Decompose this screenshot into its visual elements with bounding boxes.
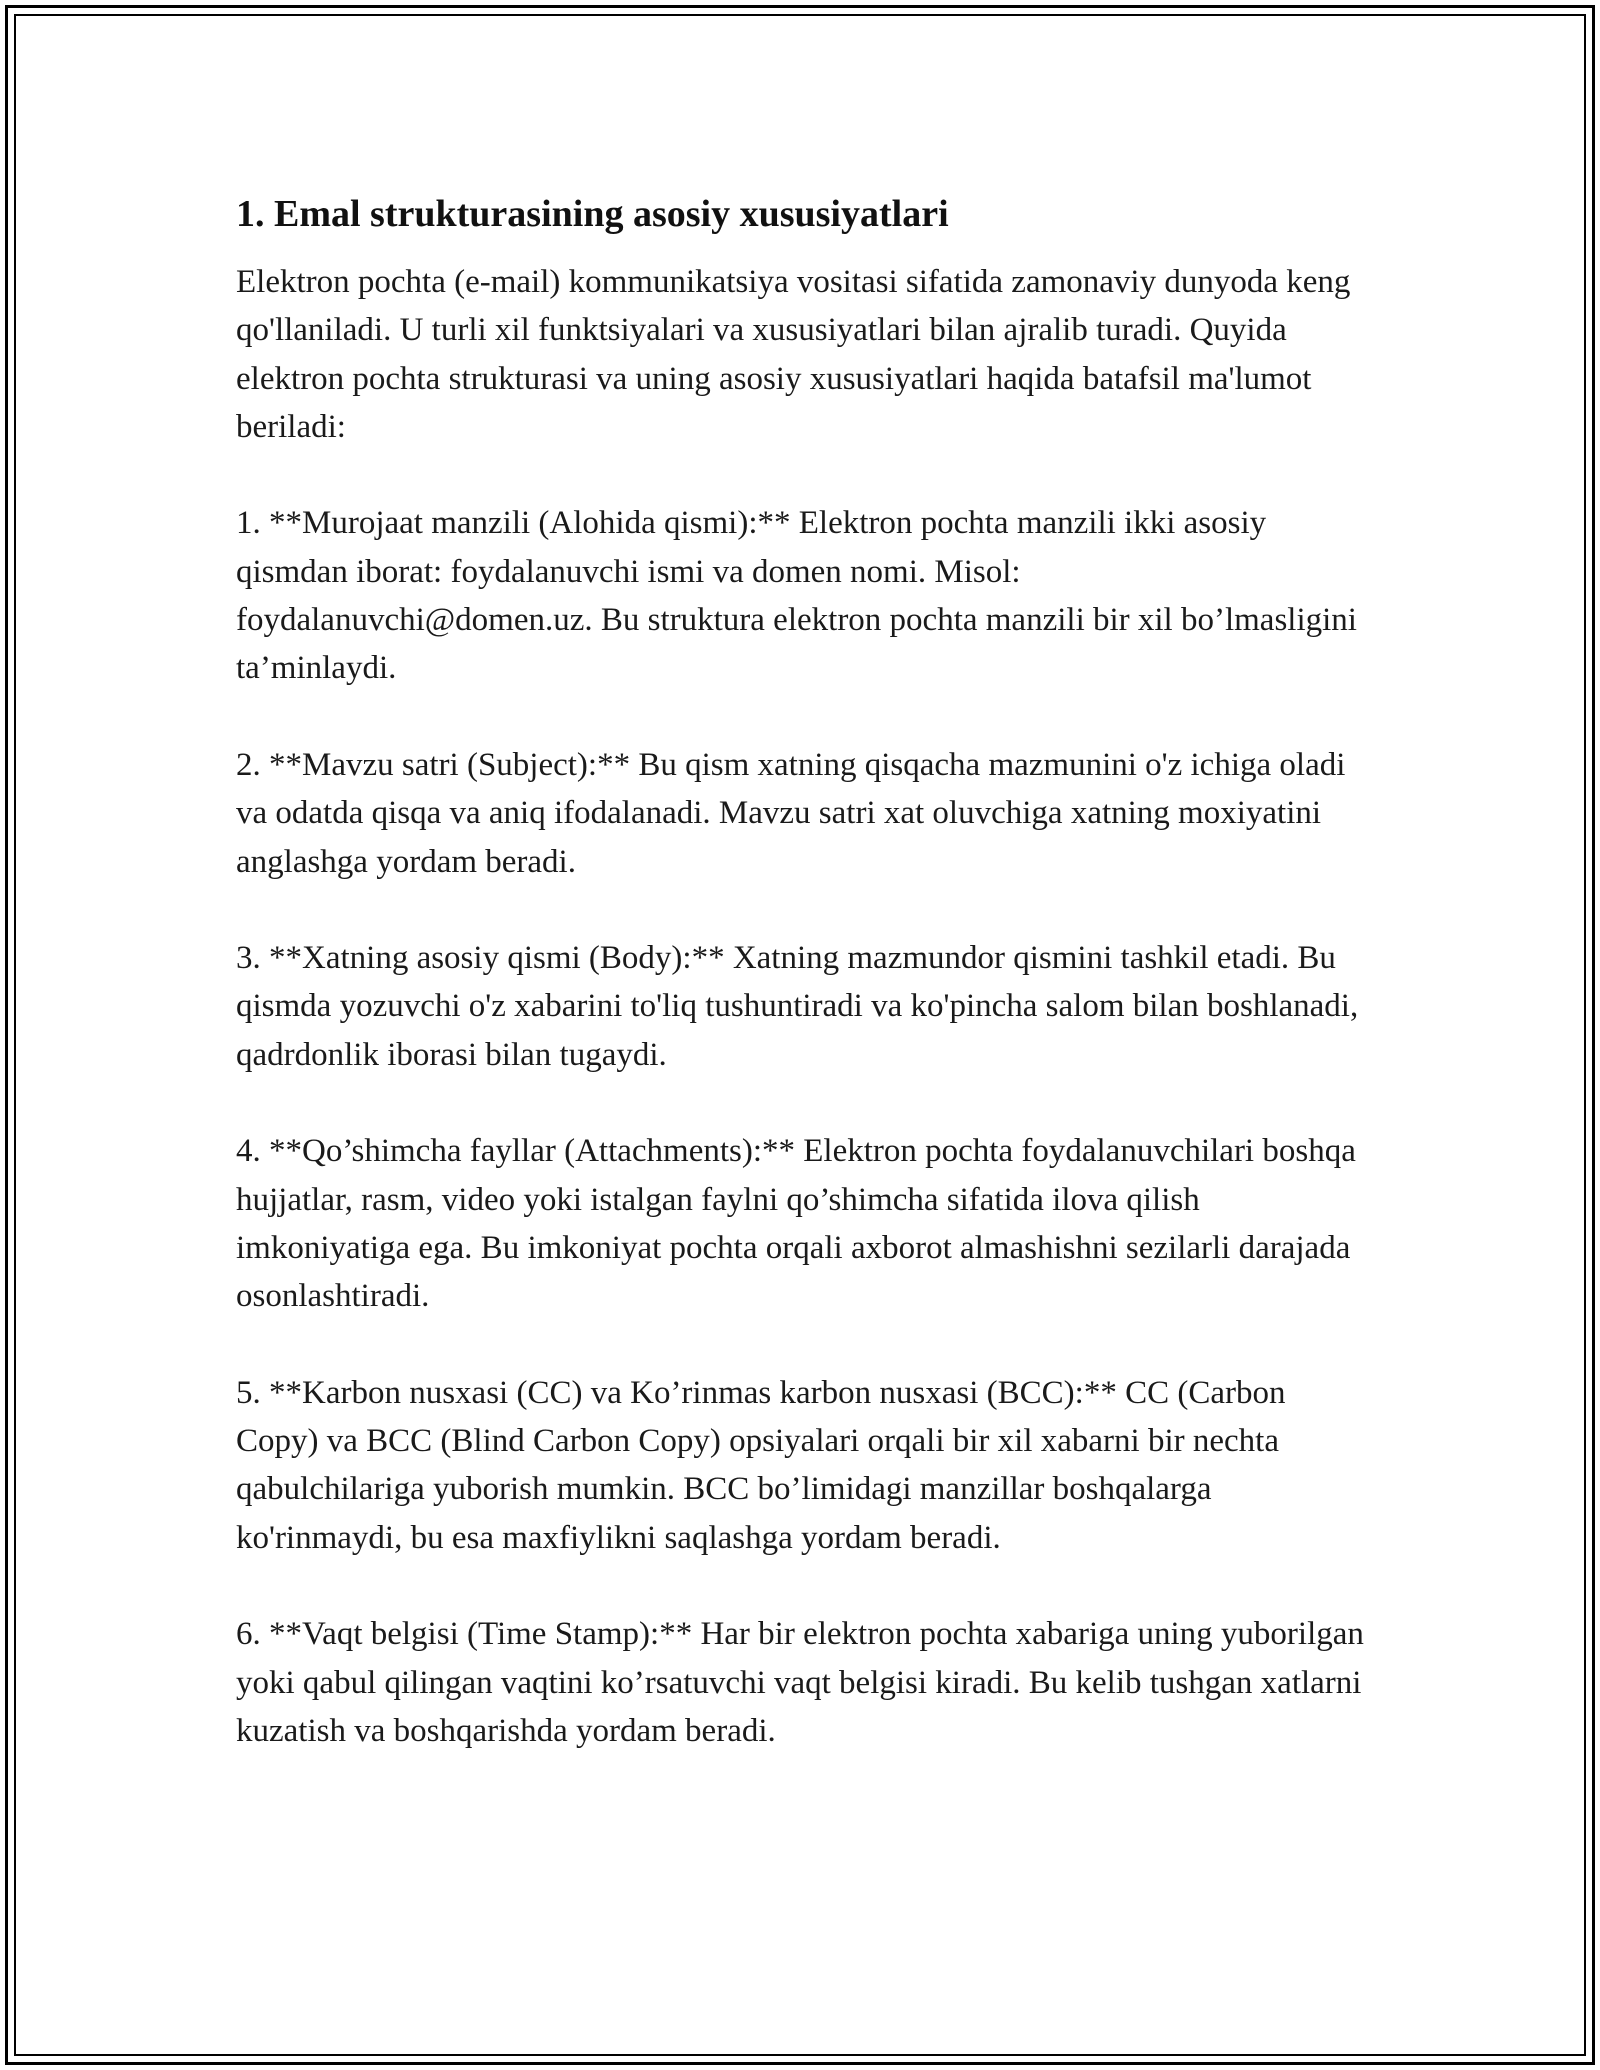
list-item-cc-bcc: 5. **Karbon nusxasi (CC) va Ko’rinmas karbon nusxasi (BCC):** CC (Carbon Copy) va BCC (Blind Carbon Copy) opsiyalari orqali bir xil xabarni bir nechta qabulchilariga yuborish mumkin. BCC bo’limidagi manzillar boshqalarga ko'rinmaydi, bu esa maxfiylikni saqlashga yordam beradi. xyxy=(236,1374,1286,1556)
intro-paragraph: Elektron pochta (e-mail) kommunikatsiya vositasi sifatida zamonaviy dunyoda keng qo'llaniladi. U turli xil funktsiyalari va xususiyatlari bilan ajralib turadi. Quyida elektron pochta strukturasi va uning asosiy xususiyatlari haqida batafsil ma'lumot beriladi: xyxy=(236,264,1351,445)
list-item-body: 3. **Xatning asosiy qismi (Body):** Xatning mazmundor qismini tashkil etadi. Bu qismda yozuvchi o'z xabarini to'liq tushuntiradi va ko'pincha salom bilan boshlanadi, qadrdonlik iborasi bilan tugaydi. xyxy=(236,940,1359,1073)
list-item-address: 1. **Murojaat manzili (Alohida qismi):** Elektron pochta manzili ikki asosiy qismdan iborat: foydalanuvchi ismi va domen nomi. Misol: foydalanuvchi@domen.uz. Bu struktura elektron pochta manzili bir xil bo’lmasligini ta’minlaydi. xyxy=(236,505,1357,687)
list-item-timestamp: 6. **Vaqt belgisi (Time Stamp):** Har bir elektron pochta xabariga uning yuborilgan yoki qabul qilingan vaqtini ko’rsatuvchi vaqt belgisi kiradi. Bu kelib tushgan xatlarni kuzatish va boshqarishda yordam beradi. xyxy=(236,1616,1364,1749)
document-body xyxy=(236,188,1376,1804)
document-title: 1. Emal strukturasining asosiy xususiyatlari xyxy=(236,193,949,235)
list-item-subject: 2. **Mavzu satri (Subject):** Bu qism xatning qisqacha mazmunini o'z ichiga oladi va odatda qisqa va aniq ifodalanadi. Mavzu satri xat oluvchiga xatning moxiyatini anglashga yordam beradi. xyxy=(236,746,1346,880)
list-item-attachments: 4. **Qo’shimcha fayllar (Attachments):** Elektron pochta foydalanuvchilari boshqa hujjatlar, rasm, video yoki istalgan faylni qo’shimcha sifatida ilova qilish imkoniyatiga ega. Bu imkoniyat pochta orqali axborot almashishni sezilarli darajada osonlashtiradi. xyxy=(236,1133,1356,1315)
